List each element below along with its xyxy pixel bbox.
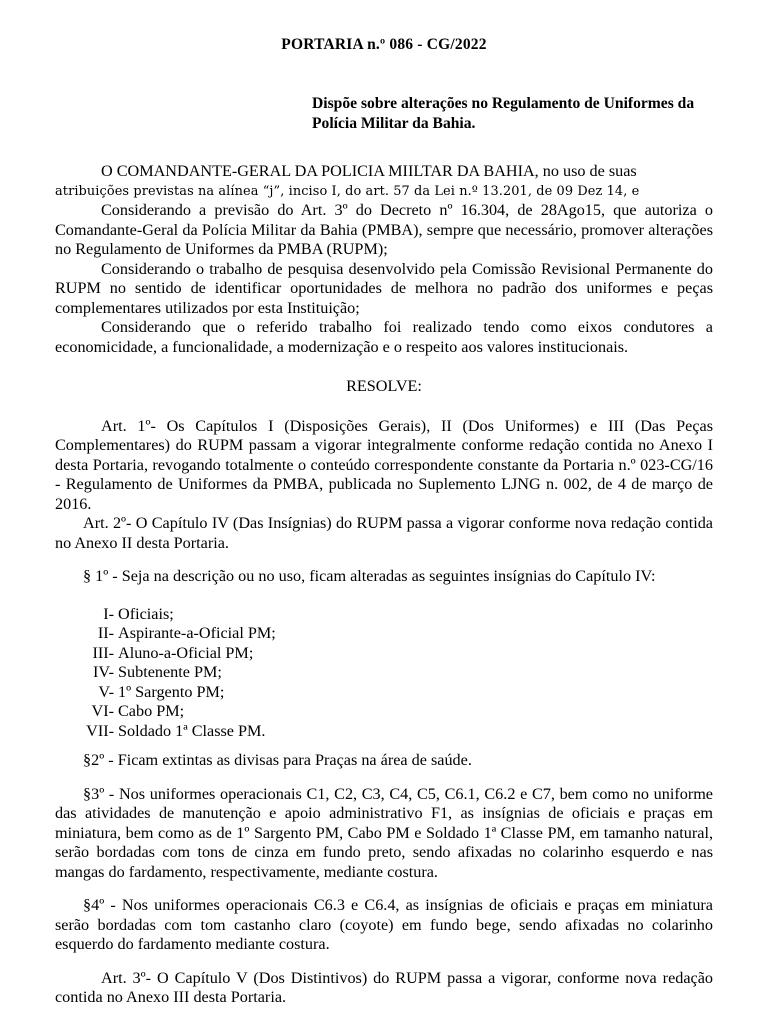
considerando-paragraph: Considerando a previsão do Art. 3º do Decreto nº 16.304, de 28Ago15, que autoriza o Comandante-Geral da Polícia Militar da Bahia (PMBA), sempre que necessário, promover alterações no Regulamento de Uniformes da PMBA (RUPM); bbox=[55, 201, 713, 258]
list-item bbox=[55, 644, 713, 664]
list-item bbox=[55, 683, 713, 703]
list-item-number: III- bbox=[92, 643, 114, 662]
list-item bbox=[55, 663, 713, 683]
list-item-text: Aspirante-a-Oficial PM; bbox=[118, 624, 276, 642]
list-item-number: IV- bbox=[93, 663, 114, 681]
list-item-text: Cabo PM; bbox=[118, 702, 185, 720]
list-item-number: VI- bbox=[91, 702, 114, 720]
list-item bbox=[55, 605, 713, 625]
ementa: Dispõe sobre alterações no Regulamento de Uniformes da Polícia Militar da Bahia. bbox=[312, 95, 695, 132]
list-item-number: V- bbox=[98, 682, 114, 701]
list-item bbox=[55, 722, 713, 742]
paragraph-4: §4º - Nos uniformes operacionais C6.3 e C6.4, as insígnias de oficiais e praças em miniatura serão bordadas com tom castanho claro (coyote) em fundo bege, sendo afixadas no colarinho esquerdo do fardamento mediante costura. bbox=[55, 896, 713, 953]
document-body bbox=[55, 162, 713, 1008]
preamble-attributions-line: atribuições previstas na alínea “j”, inciso I, do art. 57 da Lei n.º 13.201, de 09 Dez 14, e bbox=[55, 183, 640, 199]
resolve-heading: RESOLVE: bbox=[346, 377, 422, 395]
list-item-text: Oficiais; bbox=[118, 604, 174, 623]
considerando-paragraph: Considerando que o referido trabalho foi realizado tendo como eixos condutores a economicidade, a funcionalidade, a modernização e o respeito aos valores institucionais. bbox=[55, 318, 713, 356]
paragraph-2: §2º - Ficam extintas as divisas para Praças na área de saúde. bbox=[83, 751, 472, 769]
article-3: Art. 3º- O Capítulo V (Dos Distintivos) do RUPM passa a vigorar, conforme nova redação contida no Anexo III desta Portaria. bbox=[55, 968, 713, 1006]
paragraph-1: § 1º - Seja na descrição ou no uso, ficam alteradas as seguintes insígnias do Capítulo IV: bbox=[83, 567, 656, 585]
insignias-list bbox=[55, 605, 713, 742]
list-item-text: Soldado 1ª Classe PM. bbox=[118, 721, 266, 740]
article-1: Art. 1º- Os Capítulos I (Disposições Gerais), II (Dos Uniformes) e III (Das Peças Complementares) do RUPM passam a vigorar integralmente conforme redação contida no Anexo I desta Portaria, revogando totalmente o conteúdo correspondente constante da Portaria n.º 023-CG/16 - Regulamento de Uniformes da PMBA, publicada no Suplemento LJNG n. 002, de 4 de março de 2016. bbox=[55, 416, 713, 513]
list-item-number: I- bbox=[103, 604, 114, 623]
list-item-text: Subtenente PM; bbox=[118, 663, 222, 681]
list-item-number: VII- bbox=[86, 721, 114, 740]
paragraph-3: §3º - Nos uniformes operacionais C1, C2, C3, C4, C5, C6.1, C6.2 e C7, bem como no uniforme das atividades de manutenção e apoio administrativo F1, as insígnias de oficiais e praças em miniatura, bem como as de 1º Sargento PM, Cabo PM e Soldado 1ª Classe PM, em tamanho natural, serão bordadas com tons de cinza em fundo preto, sendo afixadas no colarinho esquerdo e nas mangas do fardamento, respectivamente, mediante costura. bbox=[55, 784, 713, 881]
document-title: PORTARIA n.º 086 - CG/2022 bbox=[281, 36, 487, 53]
considerando-paragraph: Considerando o trabalho de pesquisa desenvolvido pela Comissão Revisional Permanente do RUPM no sentido de identificar oportunidades de melhora no padrão dos uniformes e peças complementares utilizados por esta Instituição; bbox=[55, 259, 713, 317]
list-item-text: 1º Sargento PM; bbox=[118, 682, 225, 701]
list-item-number: II- bbox=[97, 624, 114, 642]
list-item-text: Aluno-a-Oficial PM; bbox=[118, 643, 254, 662]
preamble-paragraph: O COMANDANTE-GERAL DA POLICIA MIILTAR DA BAHIA, no uso de suas bbox=[101, 162, 637, 180]
list-item bbox=[55, 624, 713, 644]
list-item bbox=[55, 702, 713, 722]
article-2: Art. 2º- O Capítulo IV (Das Insígnias) do RUPM passa a vigorar conforme nova redação contida no Anexo II desta Portaria. bbox=[55, 514, 713, 552]
